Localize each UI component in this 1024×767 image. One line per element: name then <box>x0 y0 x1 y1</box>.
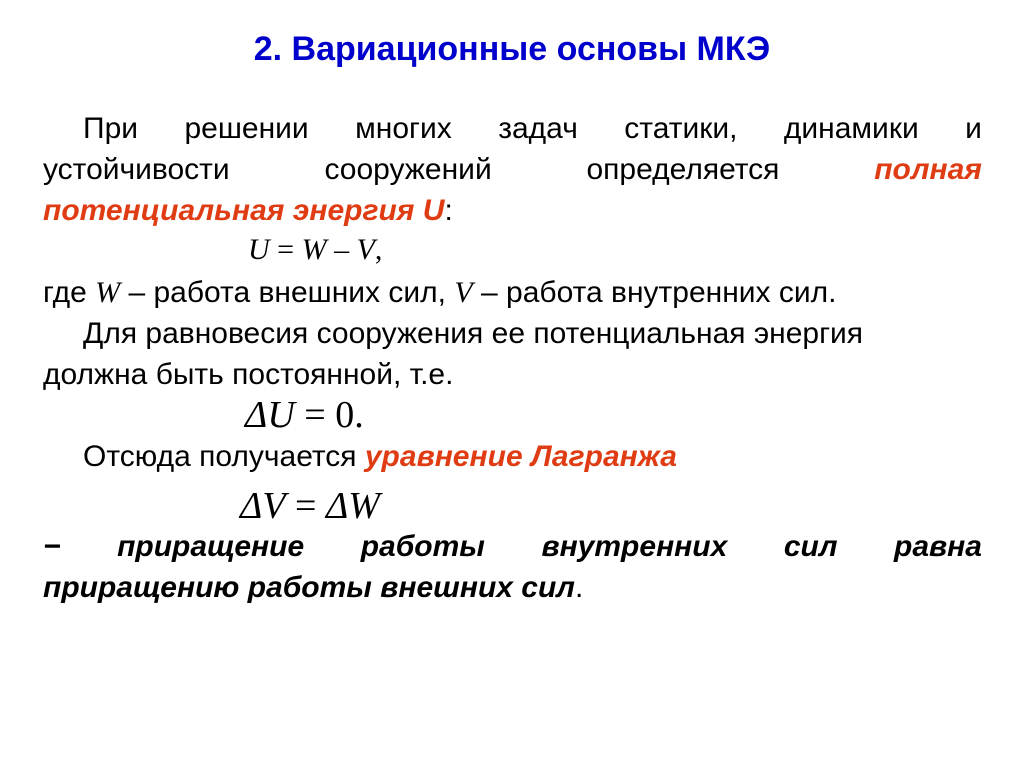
word: и <box>965 112 982 145</box>
colon: : <box>444 194 453 227</box>
word: устойчивости <box>43 153 230 186</box>
word: При <box>83 112 139 145</box>
paragraph2-line1 <box>43 314 982 354</box>
highlight-text: уравнение Лагранжа <box>364 440 677 473</box>
text: – работа внешних сил, <box>120 276 455 309</box>
period: . <box>574 571 584 604</box>
text: Для равновесия сооружения ее потенциальная энергия <box>83 317 864 350</box>
formula-op: = <box>269 233 302 266</box>
formula-potential-energy <box>248 233 382 267</box>
word: решении <box>184 112 309 145</box>
formula-op: = <box>294 394 336 436</box>
word: многих <box>355 112 452 145</box>
word: внутренних <box>541 530 728 563</box>
paragraph1-line3 <box>43 191 982 231</box>
formula-var: W <box>301 233 327 266</box>
formula-var: U <box>248 233 270 266</box>
formula-var: V <box>262 485 286 527</box>
word: задач <box>498 112 578 145</box>
formula-delta-u <box>245 393 364 437</box>
formula-delta: Δ <box>240 485 263 527</box>
formula-op: – <box>326 233 357 266</box>
paragraph1-line1 <box>43 109 982 149</box>
word: динамики <box>783 112 919 145</box>
text: – работа внутренних сил. <box>472 276 837 309</box>
word: работы <box>360 530 485 563</box>
formula-var: U <box>267 394 295 436</box>
formula-var: W <box>348 485 380 527</box>
formula-op: = <box>285 485 326 527</box>
formula-delta: Δ <box>245 394 268 436</box>
formula-punct: , <box>374 233 383 266</box>
conclusion-line2 <box>43 568 982 608</box>
math-var: W <box>95 276 121 309</box>
highlight-text: потенциальная энергия U <box>43 194 445 227</box>
slide-title: 2. Вариационные основы МКЭ <box>253 30 771 68</box>
text: Отсюда получается <box>83 440 365 473</box>
where-line <box>43 273 982 313</box>
highlight-text: полная <box>874 153 982 186</box>
formula-value: 0. <box>335 394 364 436</box>
word: статики, <box>624 112 738 145</box>
math-var: V <box>454 276 473 309</box>
paragraph3 <box>43 437 982 477</box>
formula-delta: Δ <box>325 485 349 527</box>
paragraph1-line2 <box>43 150 982 190</box>
text: должна быть постоянной, т.е. <box>43 358 454 391</box>
word: сил <box>783 530 838 563</box>
paragraph2-line2 <box>43 355 982 395</box>
word: − <box>43 530 61 563</box>
word: приращение <box>117 530 305 563</box>
formula-var: V <box>356 233 375 266</box>
text: где <box>43 276 96 309</box>
word: сооружений <box>324 153 492 186</box>
word: определяется <box>586 153 780 186</box>
word: равна <box>894 530 982 563</box>
conclusion-line1 <box>43 527 982 567</box>
text: приращению работы внешних сил <box>43 571 575 604</box>
formula-lagrange <box>240 484 380 528</box>
